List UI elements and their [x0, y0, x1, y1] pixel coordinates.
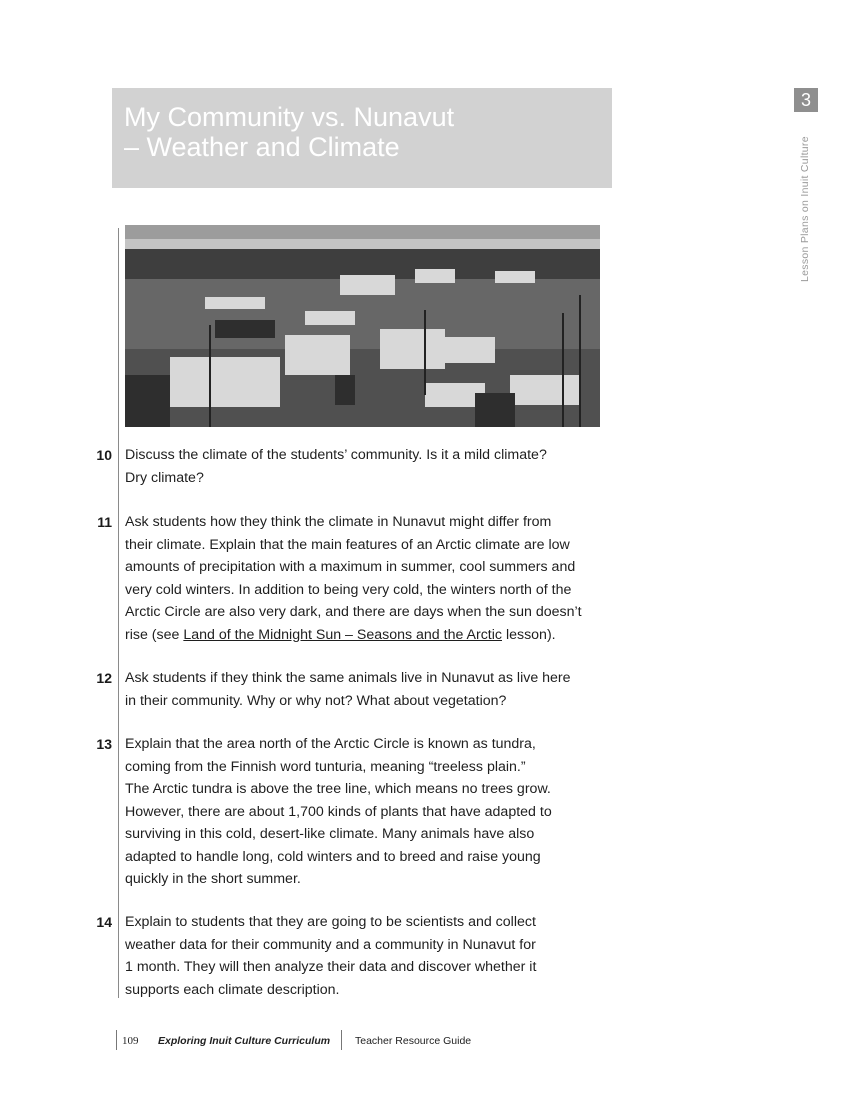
page-title-line-1: My Community vs. Nunavut: [124, 102, 455, 132]
margin-rule: [118, 228, 119, 998]
side-chapter-label: Lesson Plans on Inuit Culture: [799, 136, 811, 282]
text-line: Discuss the climate of the students’ community. Is it a mild climate?: [125, 447, 547, 463]
text-line: weather data for their community and a community in Nunavut for: [125, 936, 536, 953]
text-line: adapted to handle long, cold winters and to breed and raise young: [125, 848, 541, 865]
text-line-with-link: [125, 624, 613, 647]
title-banner: [112, 88, 612, 188]
page-number: 109: [116, 1030, 139, 1050]
text-line: 1 month. They will then analyze their data and discover whether it: [125, 959, 537, 975]
text-line: Ask students if they think the same animals live in Nunavut as live here: [125, 670, 571, 686]
text-line: Explain to students that they are going to be scientists and collect: [125, 914, 536, 930]
item-text: [125, 911, 613, 1001]
item-text: [125, 733, 613, 891]
text-line: Explain that the area north of the Arctic Circle is known as tundra,: [125, 736, 536, 752]
text-line: Arctic Circle are also very dark, and there are days when the sun doesn’t: [125, 604, 582, 620]
text-line: Dry climate?: [125, 469, 204, 486]
item-text: [125, 667, 613, 712]
chapter-number-badge: 3: [794, 88, 818, 112]
text-line: amounts of precipitation with a maximum in summer, cool summers and: [125, 559, 576, 575]
text-line: supports each climate description.: [125, 981, 340, 998]
item-number: 13: [96, 736, 112, 752]
text-line: coming from the Finnish word tunturia, meaning “treeless plain.”: [125, 758, 526, 775]
text-line: very cold winters. In addition to being very cold, the winters north of the: [125, 581, 572, 598]
lesson-link[interactable]: Land of the Midnight Sun – Seasons and the Arctic: [183, 626, 502, 643]
town-illustration-icon: [125, 225, 600, 427]
item-number: 12: [96, 670, 112, 686]
text-line: quickly in the short summer.: [125, 871, 301, 887]
text-line: their climate. Explain that the main features of an Arctic climate are low: [125, 536, 570, 553]
arctic-town-photo: [125, 225, 600, 427]
item-text: [125, 444, 613, 489]
text-line: However, there are about 1,700 kinds of plants that have adapted to: [125, 803, 552, 820]
link-suffix: lesson).: [502, 626, 556, 643]
link-prefix: rise (see: [125, 626, 184, 643]
item-number: 14: [96, 914, 112, 930]
item-number: 11: [97, 514, 112, 530]
text-line: The Arctic tundra is above the tree line, which means no trees grow.: [125, 781, 551, 797]
item-text: [125, 511, 613, 646]
text-line: Ask students how they think the climate in Nunavut might differ from: [125, 514, 552, 530]
text-line: in their community. Why or why not? What about vegetation?: [125, 692, 507, 709]
guide-label: Teacher Resource Guide: [355, 1035, 472, 1047]
footer-divider: [341, 1030, 342, 1050]
item-number: 10: [96, 447, 112, 463]
book-title: Exploring Inuit Culture Curriculum: [158, 1035, 331, 1047]
text-line: surviving in this cold, desert-like climate. Many animals have also: [125, 826, 535, 842]
page-title-line-2: – Weather and Climate: [124, 132, 400, 162]
